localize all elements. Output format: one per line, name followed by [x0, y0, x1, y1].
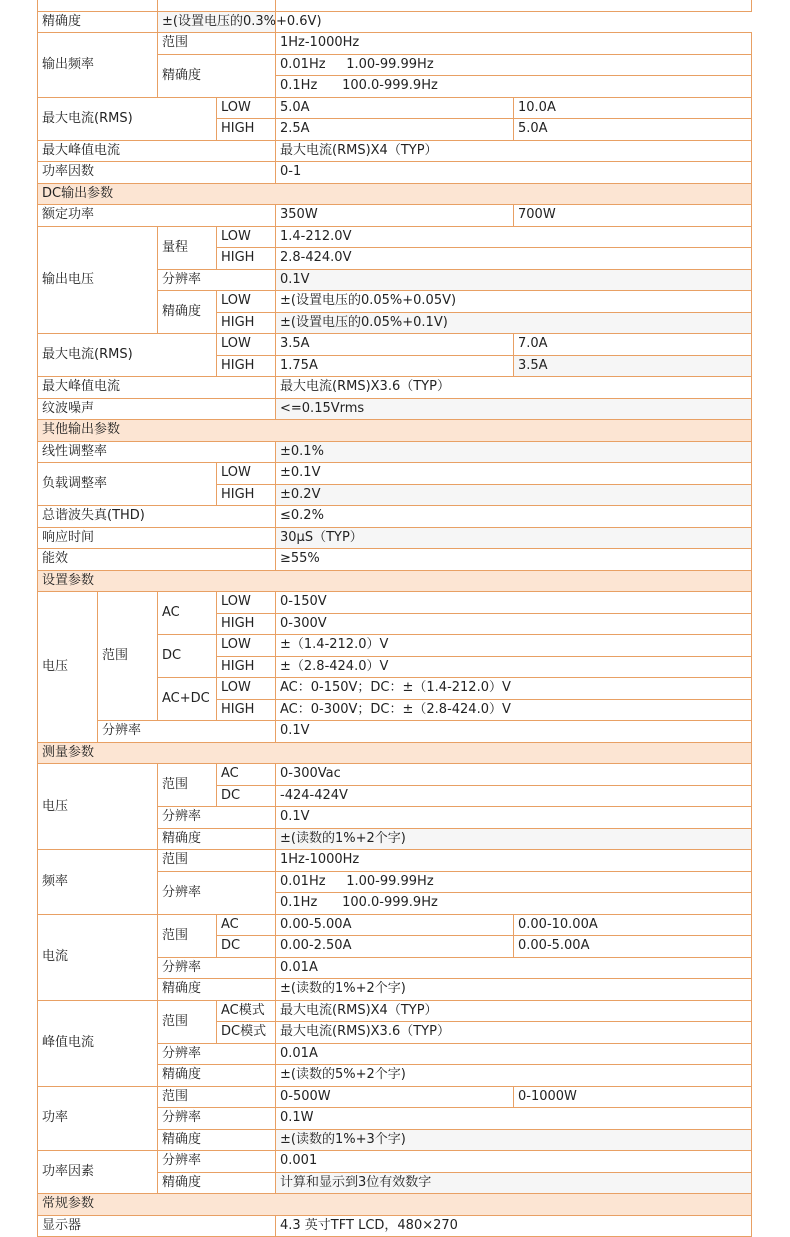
table-cell: 显示器 — [38, 1215, 276, 1237]
table-row — [38, 183, 752, 205]
table-cell: LOW — [217, 592, 276, 614]
table-cell: 0.1W — [276, 1108, 752, 1130]
table-cell: ±(设置电压的0.3%+0.6V) — [158, 11, 276, 33]
section-header-cell: 常规参数 — [38, 1194, 752, 1216]
spec-table-body — [38, 0, 752, 1237]
table-cell: AC — [217, 764, 276, 786]
table-cell — [38, 0, 158, 11]
table-cell: 功率因素 — [38, 1151, 158, 1194]
table-cell: 精确度 — [158, 291, 217, 334]
table-cell: 0-1 — [276, 162, 752, 184]
table-cell — [158, 0, 276, 11]
table-cell: 0.1Hz 100.0-999.9Hz — [276, 893, 752, 915]
table-cell: 计算和显示到3位有效数字 — [276, 1172, 752, 1194]
table-cell: 0.01Hz 1.00-99.99Hz — [276, 871, 752, 893]
table-cell: ±(读数的1%+2个字) — [276, 828, 752, 850]
table-cell: 10.0A — [514, 97, 752, 119]
table-row — [38, 850, 752, 872]
table-cell: 能效 — [38, 549, 276, 571]
spec-table — [37, 0, 752, 1237]
table-cell: 0.1V — [276, 721, 752, 743]
table-cell: AC：0-300V；DC：±（2.8-424.0）V — [276, 699, 752, 721]
table-cell: ≤0.2% — [276, 506, 752, 528]
table-cell: 范围 — [158, 914, 217, 957]
table-cell: LOW — [217, 226, 276, 248]
table-cell: 0.01A — [276, 957, 752, 979]
table-cell: 0.01A — [276, 1043, 752, 1065]
table-row — [38, 1151, 752, 1173]
table-cell: 分辨率 — [158, 1043, 276, 1065]
table-row — [38, 1086, 752, 1108]
table-cell: 0.1V — [276, 269, 752, 291]
table-cell: 精确度 — [38, 11, 158, 33]
table-cell: HIGH — [217, 484, 276, 506]
table-cell: LOW — [217, 635, 276, 657]
table-cell: DC — [217, 936, 276, 958]
table-cell: 线性调整率 — [38, 441, 276, 463]
table-cell: 0-300Vac — [276, 764, 752, 786]
table-cell: 最大电流(RMS)X4（TYP） — [276, 140, 752, 162]
spec-table-container — [37, 0, 752, 1237]
table-cell: 功率因数 — [38, 162, 276, 184]
table-cell: ±（2.8-424.0）V — [276, 656, 752, 678]
table-row — [38, 97, 752, 119]
section-header-cell: 测量参数 — [38, 742, 752, 764]
table-cell: 2.5A — [276, 119, 514, 141]
table-cell: 最大电流(RMS)X3.6（TYP） — [276, 1022, 752, 1044]
table-cell: 0.00-2.50A — [276, 936, 514, 958]
table-cell: 范围 — [158, 1000, 217, 1043]
table-cell: 7.0A — [514, 334, 752, 356]
table-cell: 最大峰值电流 — [38, 140, 276, 162]
table-cell: 分辨率 — [158, 807, 276, 829]
table-cell: 范围 — [158, 33, 276, 55]
table-cell: HIGH — [217, 613, 276, 635]
table-cell: ±0.2V — [276, 484, 752, 506]
table-cell: <=0.15Vrms — [276, 398, 752, 420]
table-cell: HIGH — [217, 699, 276, 721]
table-cell: 分辨率 — [158, 957, 276, 979]
table-cell: 电流 — [38, 914, 158, 1000]
table-cell: 1Hz-1000Hz — [276, 33, 752, 55]
table-cell: ±0.1% — [276, 441, 752, 463]
table-cell: 峰值电流 — [38, 1000, 158, 1086]
table-cell: 最大电流(RMS) — [38, 97, 217, 140]
table-cell: 分辨率 — [158, 269, 276, 291]
table-cell: 范围 — [158, 850, 276, 872]
table-cell: AC：0-150V；DC：±（1.4-212.0）V — [276, 678, 752, 700]
table-cell: 负载调整率 — [38, 463, 217, 506]
table-row — [38, 549, 752, 571]
table-cell: ≥55% — [276, 549, 752, 571]
table-cell: 频率 — [38, 850, 158, 915]
table-cell: 功率 — [38, 1086, 158, 1151]
table-cell: 分辨率 — [158, 1108, 276, 1130]
table-row — [38, 592, 752, 614]
table-cell: DC — [217, 785, 276, 807]
table-cell: 0.01Hz 1.00-99.99Hz — [276, 54, 752, 76]
table-cell — [276, 0, 752, 11]
table-row — [38, 1194, 752, 1216]
table-cell: DC — [158, 635, 217, 678]
table-cell: LOW — [217, 97, 276, 119]
table-cell: HIGH — [217, 312, 276, 334]
table-cell: 额定功率 — [38, 205, 276, 227]
table-cell: 5.0A — [514, 119, 752, 141]
section-header-cell: 其他输出参数 — [38, 420, 752, 442]
table-cell: 3.5A — [514, 355, 752, 377]
table-row — [38, 377, 752, 399]
table-cell: 电压 — [38, 592, 98, 743]
table-cell: HIGH — [217, 119, 276, 141]
table-row — [38, 463, 752, 485]
table-cell: 0.001 — [276, 1151, 752, 1173]
table-row — [38, 914, 752, 936]
table-cell: ±0.1V — [276, 463, 752, 485]
table-cell: 精确度 — [158, 1129, 276, 1151]
table-cell: -424-424V — [276, 785, 752, 807]
table-cell: 最大电流(RMS)X3.6（TYP） — [276, 377, 752, 399]
table-cell: 精确度 — [158, 828, 276, 850]
table-cell: 0.00-5.00A — [276, 914, 514, 936]
table-row — [38, 33, 752, 55]
table-row — [38, 441, 752, 463]
table-cell: 4.3 英寸TFT LCD，480×270 — [276, 1215, 752, 1237]
table-cell: AC模式 — [217, 1000, 276, 1022]
table-cell: AC — [158, 592, 217, 635]
table-cell: LOW — [217, 334, 276, 356]
table-cell: ±（1.4-212.0）V — [276, 635, 752, 657]
table-row — [38, 527, 752, 549]
table-cell: 响应时间 — [38, 527, 276, 549]
table-row — [38, 205, 752, 227]
table-cell: 0-500W — [276, 1086, 514, 1108]
table-row — [38, 1215, 752, 1237]
table-row — [38, 1000, 752, 1022]
table-row — [38, 742, 752, 764]
table-cell: 纹波噪声 — [38, 398, 276, 420]
table-cell: 30μS（TYP） — [276, 527, 752, 549]
table-cell: 0.1Hz 100.0-999.9Hz — [276, 76, 752, 98]
table-row — [38, 11, 752, 33]
table-cell: HIGH — [217, 656, 276, 678]
table-cell: 350W — [276, 205, 514, 227]
table-cell: 输出频率 — [38, 33, 158, 98]
table-cell: 最大电流(RMS) — [38, 334, 217, 377]
table-row — [38, 721, 752, 743]
table-cell: 0-1000W — [514, 1086, 752, 1108]
table-cell: 范围 — [98, 592, 158, 721]
table-cell: 范围 — [158, 764, 217, 807]
table-row — [38, 506, 752, 528]
table-cell: 1.4-212.0V — [276, 226, 752, 248]
table-cell: 5.0A — [276, 97, 514, 119]
table-cell: 1Hz-1000Hz — [276, 850, 752, 872]
table-cell: 700W — [514, 205, 752, 227]
table-cell: 分辨率 — [158, 1151, 276, 1173]
table-cell: DC模式 — [217, 1022, 276, 1044]
table-cell: HIGH — [217, 248, 276, 270]
table-cell: 精确度 — [158, 54, 276, 97]
table-cell: 0-150V — [276, 592, 752, 614]
table-cell: 输出电压 — [38, 226, 158, 334]
table-cell: 0.1V — [276, 807, 752, 829]
table-row — [38, 140, 752, 162]
section-header-cell: 设置参数 — [38, 570, 752, 592]
table-cell: LOW — [217, 678, 276, 700]
table-cell: 最大电流(RMS)X4（TYP） — [276, 1000, 752, 1022]
table-cell: 精确度 — [158, 1065, 276, 1087]
table-row — [38, 570, 752, 592]
table-row — [38, 420, 752, 442]
table-cell: 量程 — [158, 226, 217, 269]
section-header-cell: DC输出参数 — [38, 183, 752, 205]
table-cell: ±(设置电压的0.05%+0.05V) — [276, 291, 752, 313]
table-cell: AC — [217, 914, 276, 936]
table-cell: 电压 — [38, 764, 158, 850]
table-cell: 0.00-5.00A — [514, 936, 752, 958]
table-cell: ±(读数的1%+2个字) — [276, 979, 752, 1001]
table-cell: ±(读数的5%+2个字) — [276, 1065, 752, 1087]
table-row — [38, 764, 752, 786]
table-cell: 0-300V — [276, 613, 752, 635]
table-cell: 1.75A — [276, 355, 514, 377]
table-row — [38, 0, 752, 11]
table-cell: ±(设置电压的0.05%+0.1V) — [276, 312, 752, 334]
table-cell: 2.8-424.0V — [276, 248, 752, 270]
table-cell: ±(读数的1%+3个字) — [276, 1129, 752, 1151]
table-cell: AC+DC — [158, 678, 217, 721]
table-cell: HIGH — [217, 355, 276, 377]
table-cell: 精确度 — [158, 979, 276, 1001]
table-row — [38, 334, 752, 356]
table-cell: 0.00-10.00A — [514, 914, 752, 936]
table-cell: 总谐波失真(THD) — [38, 506, 276, 528]
table-row — [38, 162, 752, 184]
table-cell: 最大峰值电流 — [38, 377, 276, 399]
table-cell: 3.5A — [276, 334, 514, 356]
table-cell: 精确度 — [158, 1172, 276, 1194]
table-cell: 范围 — [158, 1086, 276, 1108]
table-cell: 分辨率 — [158, 871, 276, 914]
table-cell: 分辨率 — [98, 721, 276, 743]
table-row — [38, 398, 752, 420]
table-cell: LOW — [217, 291, 276, 313]
table-row — [38, 226, 752, 248]
table-cell: LOW — [217, 463, 276, 485]
